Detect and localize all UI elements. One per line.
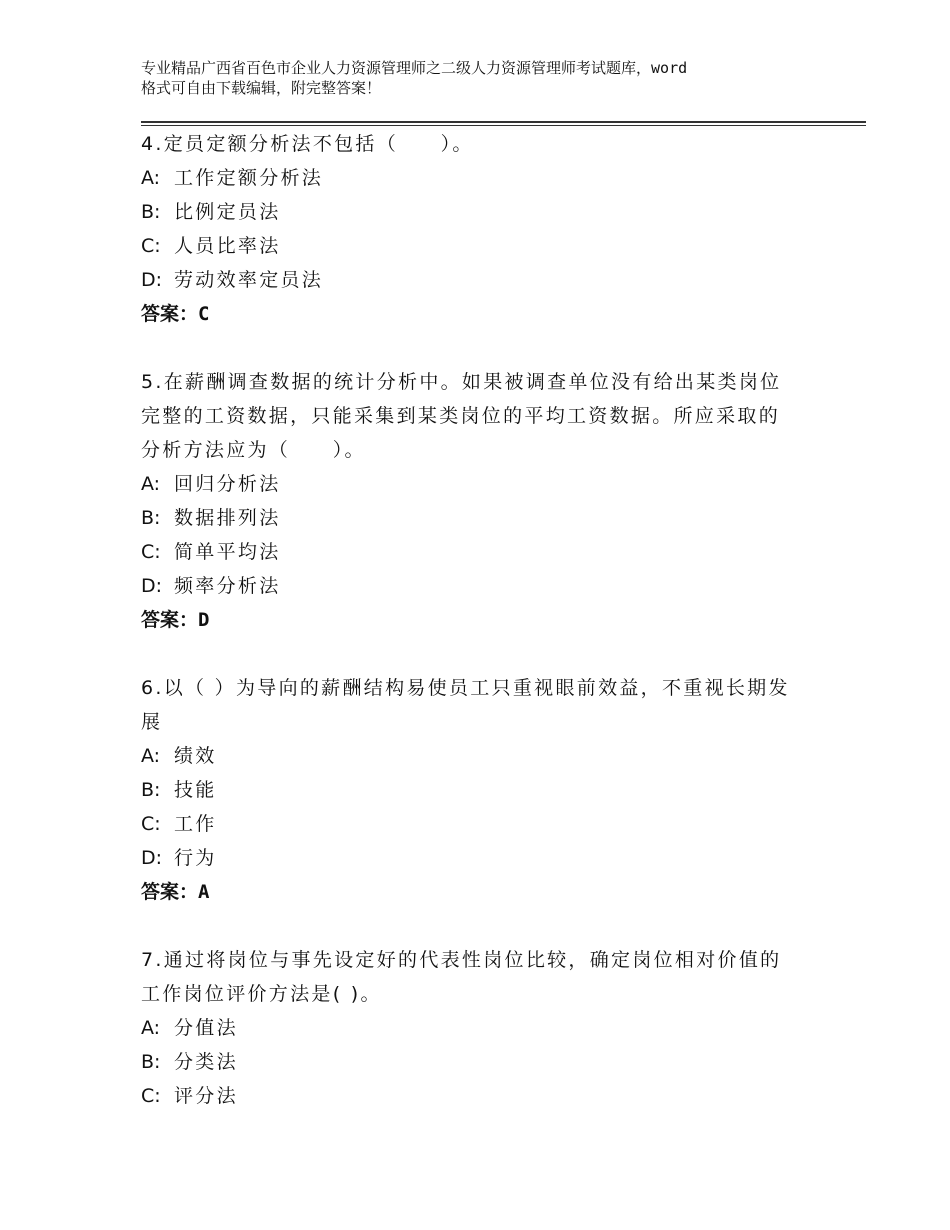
- option-text: 频率分析法: [174, 575, 281, 597]
- option-a: [141, 1011, 841, 1045]
- option-a: [141, 161, 841, 195]
- option-b: [141, 501, 841, 535]
- option-key: C:: [141, 813, 161, 835]
- option-d: [141, 841, 841, 875]
- question-5: [141, 365, 841, 637]
- answer-value: C: [198, 303, 210, 325]
- option-key: B:: [141, 1051, 161, 1073]
- option-key: C:: [141, 235, 161, 257]
- option-text: 行为: [174, 847, 217, 869]
- option-text: 简单平均法: [174, 541, 281, 563]
- question-text-line: 工作岗位评价方法是( )。: [141, 983, 382, 1005]
- question-text-line: 展: [141, 711, 163, 733]
- option-c: [141, 535, 841, 569]
- answer: [141, 603, 841, 637]
- answer-label: 答案：: [141, 609, 199, 631]
- question-text-line: 5.在薪酬调查数据的统计分析中。如果被调查单位没有给出某类岗位: [141, 371, 782, 393]
- question-6: [141, 671, 841, 909]
- option-b: [141, 1045, 841, 1079]
- question-list: [141, 127, 841, 1113]
- option-text: 人员比率法: [174, 235, 281, 257]
- option-text: 工作: [174, 813, 217, 835]
- option-text: 劳动效率定员法: [174, 269, 324, 291]
- answer-value: A: [198, 881, 210, 903]
- option-key: C:: [141, 541, 161, 563]
- option-key: C:: [141, 1085, 161, 1107]
- option-text: 分值法: [174, 1017, 238, 1039]
- answer-label: 答案：: [141, 881, 199, 903]
- option-d: [141, 569, 841, 603]
- document-header: [141, 58, 831, 98]
- option-text: 回归分析法: [174, 473, 281, 495]
- option-c: [141, 229, 841, 263]
- option-text: 比例定员法: [174, 201, 281, 223]
- option-b: [141, 773, 841, 807]
- option-c: [141, 807, 841, 841]
- question-text-line: 6.以（ ）为导向的薪酬结构易使员工只重视眼前效益，不重视长期发: [141, 677, 790, 699]
- option-key: D:: [141, 269, 163, 291]
- header-line-2: 格式可自由下载编辑，附完整答案！: [141, 79, 382, 97]
- question-text-line: 完整的工资数据，只能采集到某类岗位的平均工资数据。所应采取的: [141, 405, 781, 427]
- option-c: [141, 1079, 841, 1113]
- option-text: 评分法: [174, 1085, 238, 1107]
- option-text: 分类法: [174, 1051, 238, 1073]
- option-key: A:: [141, 473, 161, 495]
- answer: [141, 875, 841, 909]
- question-7: [141, 943, 841, 1113]
- option-key: B:: [141, 779, 161, 801]
- question-4: [141, 127, 841, 331]
- option-key: A:: [141, 745, 161, 767]
- option-key: A:: [141, 1017, 161, 1039]
- question-text-line: 7.通过将岗位与事先设定好的代表性岗位比较，确定岗位相对价值的: [141, 949, 782, 971]
- option-key: A:: [141, 167, 161, 189]
- question-text-line: 分析方法应为（ ）。: [141, 439, 366, 461]
- option-a: [141, 739, 841, 773]
- answer-value: D: [198, 609, 210, 631]
- option-text: 技能: [174, 779, 217, 801]
- option-text: 工作定额分析法: [174, 167, 324, 189]
- option-b: [141, 195, 841, 229]
- header-rule-thin: [141, 125, 866, 126]
- answer: [141, 297, 841, 331]
- option-text: 绩效: [174, 745, 217, 767]
- option-text: 数据排列法: [174, 507, 281, 529]
- header-rule-thick: [141, 121, 866, 123]
- option-key: B:: [141, 507, 161, 529]
- option-key: D:: [141, 847, 163, 869]
- option-d: [141, 263, 841, 297]
- option-key: D:: [141, 575, 163, 597]
- option-key: B:: [141, 201, 161, 223]
- header-line-1: 专业精品广西省百色市企业人力资源管理师之二级人力资源管理师考试题库，word: [141, 59, 688, 77]
- question-text-line: 4.定员定额分析法不包括（ ）。: [141, 133, 474, 155]
- option-a: [141, 467, 841, 501]
- answer-label: 答案：: [141, 303, 199, 325]
